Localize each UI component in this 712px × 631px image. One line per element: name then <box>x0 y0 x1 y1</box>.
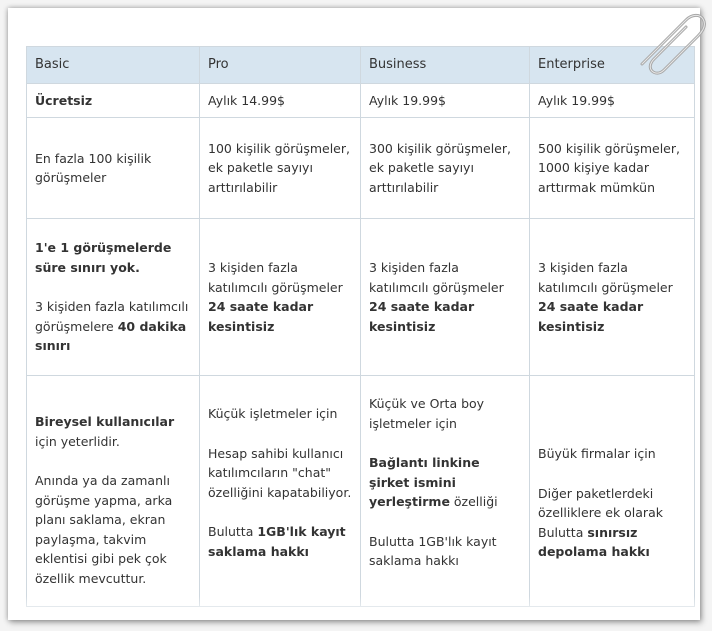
features-row <box>27 376 695 607</box>
capacity-basic: En fazla 100 kişilik görüşmeler <box>27 118 200 219</box>
duration-row <box>27 219 695 376</box>
features-business-text1: Küçük ve Orta boy işletmeler için <box>369 396 485 431</box>
screenshot-frame <box>8 8 700 620</box>
features-business-bold2: Bağlantı linkine şirket ismini yerleştirme <box>369 455 480 509</box>
duration-pro <box>200 219 361 376</box>
plan-header-pro: Pro <box>200 47 361 84</box>
features-pro <box>200 376 361 607</box>
duration-business-text: 3 kişiden fazla katılımcılı görüşmeler <box>369 260 504 295</box>
features-business-text3: Bulutta 1GB'lık kayıt saklama hakkı <box>369 533 497 568</box>
features-basic-text1: için yeterlidir. <box>35 433 120 449</box>
features-basic <box>27 376 200 607</box>
price-basic: Ücretsiz <box>27 84 200 118</box>
features-pro-text2: Hesap sahibi kullanıcı katılımcıların "chat" özelliğini kapatabiliyor. <box>208 445 352 500</box>
price-enterprise: Aylık 19.99$ <box>530 84 695 118</box>
price-business: Aylık 19.99$ <box>361 84 530 118</box>
duration-business-bold: 24 saate kadar kesintisiz <box>369 299 475 334</box>
pricing-comparison-table <box>26 46 695 607</box>
features-pro-text1: Küçük işletmeler için <box>208 406 338 421</box>
duration-enterprise-text: 3 kişiden fazla katılımcılı görüşmeler <box>538 260 673 295</box>
plan-header-enterprise: Enterprise <box>530 47 695 84</box>
price-row <box>27 84 695 118</box>
capacity-business: 300 kişilik görüşmeler, ek paketle sayıyı arttırılabilir <box>361 118 530 219</box>
duration-basic-bold: 1'e 1 görüşmelerde süre sınırı yok. <box>35 240 172 275</box>
plan-header-basic: Basic <box>27 47 200 84</box>
features-enterprise-text1: Büyük firmalar için <box>538 446 656 461</box>
duration-business <box>361 219 530 376</box>
capacity-enterprise: 500 kişilik görüşmeler, 1000 kişiye kadar arttırmak mümkün <box>530 118 695 219</box>
features-enterprise-text2: Diğer paketlerdeki özelliklere ek olarak Bulutta <box>538 485 663 540</box>
plan-header-business: Business <box>361 47 530 84</box>
header-row <box>27 47 695 84</box>
duration-enterprise <box>530 219 695 376</box>
price-pro: Aylık 14.99$ <box>200 84 361 118</box>
duration-pro-bold: 24 saate kadar kesintisiz <box>208 299 314 334</box>
duration-basic-limit: 40 dakika sınırı <box>35 318 187 354</box>
features-pro-text3: Bulutta <box>208 524 258 539</box>
duration-basic-text: 3 kişiden fazla katılımcılı görüşmelere <box>35 299 189 334</box>
bottom-fade <box>8 596 700 620</box>
capacity-row <box>27 118 695 219</box>
features-basic-bold: Bireysel kullanıcılar <box>35 414 175 429</box>
features-business-text2: özelliği <box>449 494 498 509</box>
features-pro-bold3: 1GB'lık kayıt saklama hakkı <box>208 524 346 559</box>
features-business <box>361 376 530 607</box>
features-enterprise <box>530 376 695 607</box>
duration-enterprise-bold: 24 saate kadar kesintisiz <box>538 299 644 334</box>
duration-basic <box>27 219 200 376</box>
paperclip-icon <box>628 0 708 80</box>
features-enterprise-bold2: sınırsız depolama hakkı <box>538 524 650 559</box>
features-basic-text2: Anında ya da zamanlı görüşme yapma, arka planı saklama, ekran paylaşma, takvim eklentisi gibi pek çok özellik mevcuttur. <box>35 473 173 586</box>
duration-pro-text: 3 kişiden fazla katılımcılı görüşmeler <box>208 260 343 295</box>
capacity-pro: 100 kişilik görüşmeler, ek paketle sayıyı arttırılabilir <box>200 118 361 219</box>
